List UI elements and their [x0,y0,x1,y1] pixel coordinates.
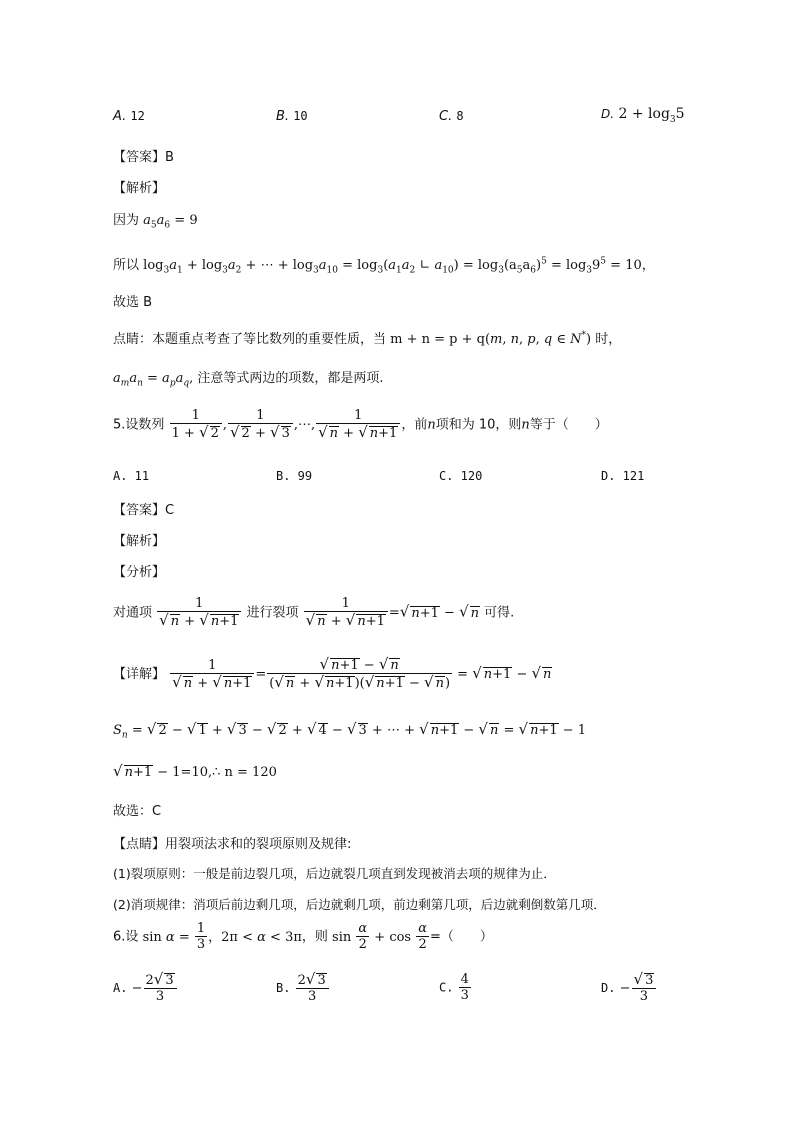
q5-detail-frac1: $\frac{1}{√ n + √ n+1}$ [170,658,254,692]
q6-suffix: =（ ） [430,929,493,945]
q6-expression: sin $\frac{\alpha}{2}$ + cos $\frac{\alpha}{2}$ [332,921,428,952]
q4-option-c [439,109,464,124]
q4-tip-text2: 时， [595,332,622,347]
q6-option-b [276,972,330,1005]
q5-fenxi-c: 可得. [484,605,515,621]
q6-option-d [601,972,657,1005]
q4-because-text: 因为 [113,213,140,228]
q5-stem: 5.设数列 $\frac{1}{1 + √ 2}$ , $\frac{1}{√ 2 + √ 3}$ ,⋯, $\frac{1}{√ n + √ n+1}$ ，前n项和为 10，则n等于（ ） [113,408,608,441]
q5-tip-2: (2)消项规律：消项后前边剩几项，后边就剩几项，前边剩第几项，后边就剩倒数第几项． [113,897,606,912]
q5-fenxi-frac1: $\frac{1}{√ n + √ n+1}$ [157,596,241,630]
q4-therefore-line [113,254,655,276]
q4-because-line [113,209,198,231]
q6-option-d-letter: D. [601,981,616,995]
q5-fenxi-label: 【分析】 [113,565,166,580]
q4-option-c-letter: C. [439,109,453,124]
q4-option-b [276,109,308,124]
q5-suffix2: 项和为 10，则 [435,417,522,433]
q6-option-a-letter: A. [113,981,128,995]
q6-number: 6. [113,929,126,945]
q4-option-d [601,106,685,125]
q6-option-a-value: − $\frac{2√ 3}{3}$ [132,981,178,996]
q5-prefix: 设数列 [125,417,165,433]
q4-option-c-value: 8 [456,109,464,123]
q5-conclusion: 故选：C [113,804,162,819]
q4-analysis-label: 【解析】 [113,181,166,196]
q5-analysis-label: 【解析】 [113,534,166,549]
q4-tip-line1 [113,328,621,347]
q4-tip-formula: m + n = p + q(m, n, p, q ∈ N*) [390,330,592,347]
q4-tip-formula2: $a_ma_n = a_pa_q$, [113,371,194,389]
q4-tip-text: 点睛：本题重点考查了等比数列的重要性质，当 [113,332,387,347]
q5-option-a: A. 11 [113,469,150,483]
q5-fenxi-b: 进行裂项 [246,605,299,621]
q5-option-c: C. 120 [439,469,483,483]
q4-tip-line2 [113,367,384,389]
q6-option-b-value: $\frac{2√ 3}{3}$ [295,981,330,996]
q6-option-c [439,972,472,1004]
q5-term1: $\frac{1}{1 + √ 2}$ [170,408,222,442]
q4-therefore-formula: $\log_3a_1 + \log_3a_2$ + ⋯ + $\log_3a_{10} = \log_3(a_1a_2$ ∟ $a_{10}) = \log_3(a_5a_6)^5 = \log_39^5 = 10$， [143,256,655,276]
q4-conclusion: 故选 B [113,295,153,310]
q5-tip-1: (1)裂项原则：一般是前边裂几项，后边就裂几项直到发现被消去项的规律为止． [113,866,556,881]
q6-option-d-value: − $\frac{√ 3}{3}$ [620,981,658,996]
q5-fenxi-a: 对通项 [113,605,153,621]
q4-answer: 【答案】B [113,150,174,165]
q4-option-a-letter: A. [113,109,127,124]
q5-detail-label: 【详解】 [113,667,166,682]
q4-option-a [113,109,145,124]
q5-number: 5. [113,417,126,433]
q6-option-c-value: $\frac{4}{3}$ [460,972,469,1003]
q6-stem [113,921,493,953]
q5-answer: 【答案】C [113,503,175,518]
q4-tip-text3: 注意等式两边的项数，都是两项. [197,371,384,386]
q5-term2: $\frac{1}{√ 2 + √ 3}$ [228,408,293,442]
q6-option-c-letter: C. [439,980,454,995]
q4-option-d-sub: 3 [669,114,676,125]
q6-option-a [113,972,178,1005]
q5-suffix: ，前 [401,417,428,433]
q4-therefore-text: 所以 [113,258,140,273]
q4-because-formula: $a_5a_6 = 9$ [143,213,198,231]
q4-option-b-letter: B. [276,109,290,124]
q5-detail-frac2: $\frac{√ n+1 - √ n}{(√ n + √ n+1)(√ n+1 - √ n)}$ [269,655,451,691]
q5-termn: $\frac{1}{√ n + √ n+1}$ [316,408,400,442]
q5-fenxi-line: 对通项 $\frac{1}{√ n + √ n+1}$ 进行裂项 $\frac{1}{√ n + √ n+1}$ =√ n+1 − √ n 可得. [113,596,515,629]
q5-suffix3: 等于（ ） [529,417,608,433]
q6-option-b-letter: B. [276,981,291,995]
q5-detail-line: 【详解】 $\frac{1}{√ n + √ n+1}$ = $\frac{√ n+1 - √ n}{(√ n + √ n+1)(√ n+1 - √ n)}$ = √ n+1 − √ n [113,655,552,691]
q4-option-b-value: 10 [293,109,308,123]
q4-option-d-arg: 5 [675,106,685,122]
q4-option-d-value: 2 + log [618,106,670,122]
q5-result-text: =10,∴ n = 120 [180,765,277,780]
q5-option-d: D. 121 [601,469,645,483]
q6-condition: sin α = $\frac{1}{3}$ ，2π < α < 3π [142,921,302,952]
q5-sum-line: $S_n$ = √ 2 − √ 1 + √ 3 − √ 2 + √ 4 − √ 3 + ⋯ + √ n+1 − √ n = √ n+1 − 1 [113,720,587,741]
q5-option-b: B. 99 [276,469,313,483]
q6-cond-text: ，则 [301,929,328,945]
q5-tip-label: 【点睛】用裂项法求和的裂项原则及规律: [113,837,352,852]
q4-option-a-value: 12 [130,109,145,123]
q5-result-line: √ n+1 − 1=10,∴ n = 120 [113,762,277,780]
q4-option-d-letter: D. [601,107,615,121]
q5-fenxi-frac2: $\frac{1}{√ n + √ n+1}$ [304,596,388,630]
q6-prefix: 设 [125,929,139,945]
